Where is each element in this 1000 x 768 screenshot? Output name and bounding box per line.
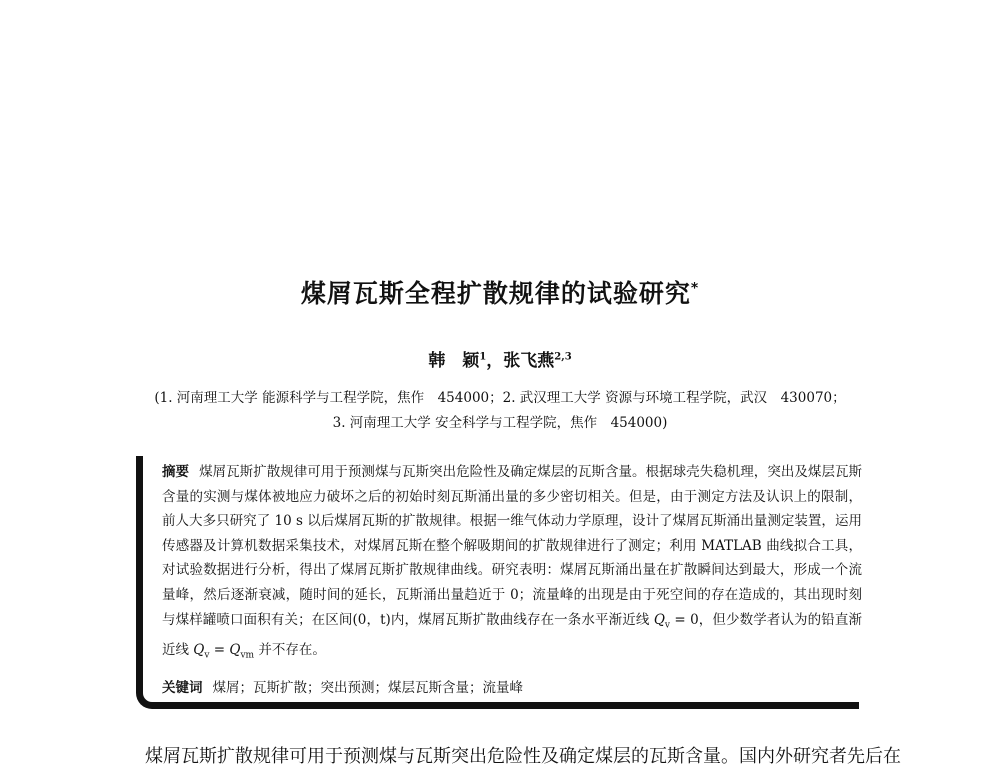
keywords xyxy=(162,676,862,696)
equation-var: Q xyxy=(653,611,665,628)
abstract-text-cont: = 0，但少数学者认为的铅直渐近线 xyxy=(162,611,862,658)
affiliation-line-1: (1. 河南理工大学 能源科学与工程学院，焦作 454000；2. 武汉理工大学 资源与环境工程学院，武汉 430070； xyxy=(154,390,846,406)
author-1: 韩 颖 xyxy=(428,351,480,371)
author-separator: ， xyxy=(486,351,504,371)
keywords-label: 关键词 xyxy=(162,680,203,696)
equation-var: Q xyxy=(229,641,241,658)
abstract-text: 煤屑瓦斯扩散规律可用于预测煤与瓦斯突出危险性及确定煤层的瓦斯含量。根据球壳失稳机理，突出及煤层瓦斯含量的实测与煤体被地应力破坏之后的初始时刻瓦斯涌出量的多少密切相关。但是，由于测定方法及认识上的限制，前人大多只研究了 10 s 以后煤屑瓦斯的扩散规律。根据一维气体动力学原理，设计了煤屑瓦斯涌出量测定装置，运用传感器及计算机数据采集技术，对煤屑瓦斯在整个解吸期间的扩散规律进行了测定；利用 MATLAB 曲线拟合工具，对试验数据进行分析，得出了煤屑瓦斯扩散规律曲线。研究表明：煤屑瓦斯涌出量在扩散瞬间达到最大，形成一个流量峰，然后逐渐衰减，随时间的延长，瓦斯涌出量趋近于 0；流量峰的出现是由于死空间的存在造成的，其出现时刻与煤样罐喷口面积有关；在区间(0，t)内，煤屑瓦斯扩散曲线存在一条水平渐近线 xyxy=(162,464,863,628)
author-2: 张飞燕 xyxy=(503,351,555,371)
title-footnote-mark: * xyxy=(690,280,700,297)
author-line xyxy=(0,346,1000,371)
equation-sub: v xyxy=(204,650,210,661)
abstract xyxy=(162,460,862,668)
body-first-line: 煤屑瓦斯扩散规律可用于预测煤与瓦斯突出危险性及确定煤层的瓦斯含量。国内外研究者先后在 xyxy=(145,746,901,767)
author-2-affil: 2,3 xyxy=(554,351,572,363)
equation-sub: vm xyxy=(240,650,255,661)
affiliation-line-2: 3. 河南理工大学 安全科学与工程学院，焦作 454000) xyxy=(332,415,668,431)
title-text: 煤屑瓦斯全程扩散规律的试验研究 xyxy=(300,279,691,308)
paper-title xyxy=(0,274,1000,310)
equation-var: Q xyxy=(193,641,205,658)
abstract-text-end: 并不存在。 xyxy=(254,641,326,658)
keywords-text: 煤屑；瓦斯扩散；突出预测；煤层瓦斯含量；流量峰 xyxy=(212,680,523,696)
equation-eq: = xyxy=(209,641,230,658)
abstract-label: 摘要 xyxy=(162,464,190,480)
author-1-affil: 1 xyxy=(479,351,487,363)
equation-sub: v xyxy=(664,620,670,631)
